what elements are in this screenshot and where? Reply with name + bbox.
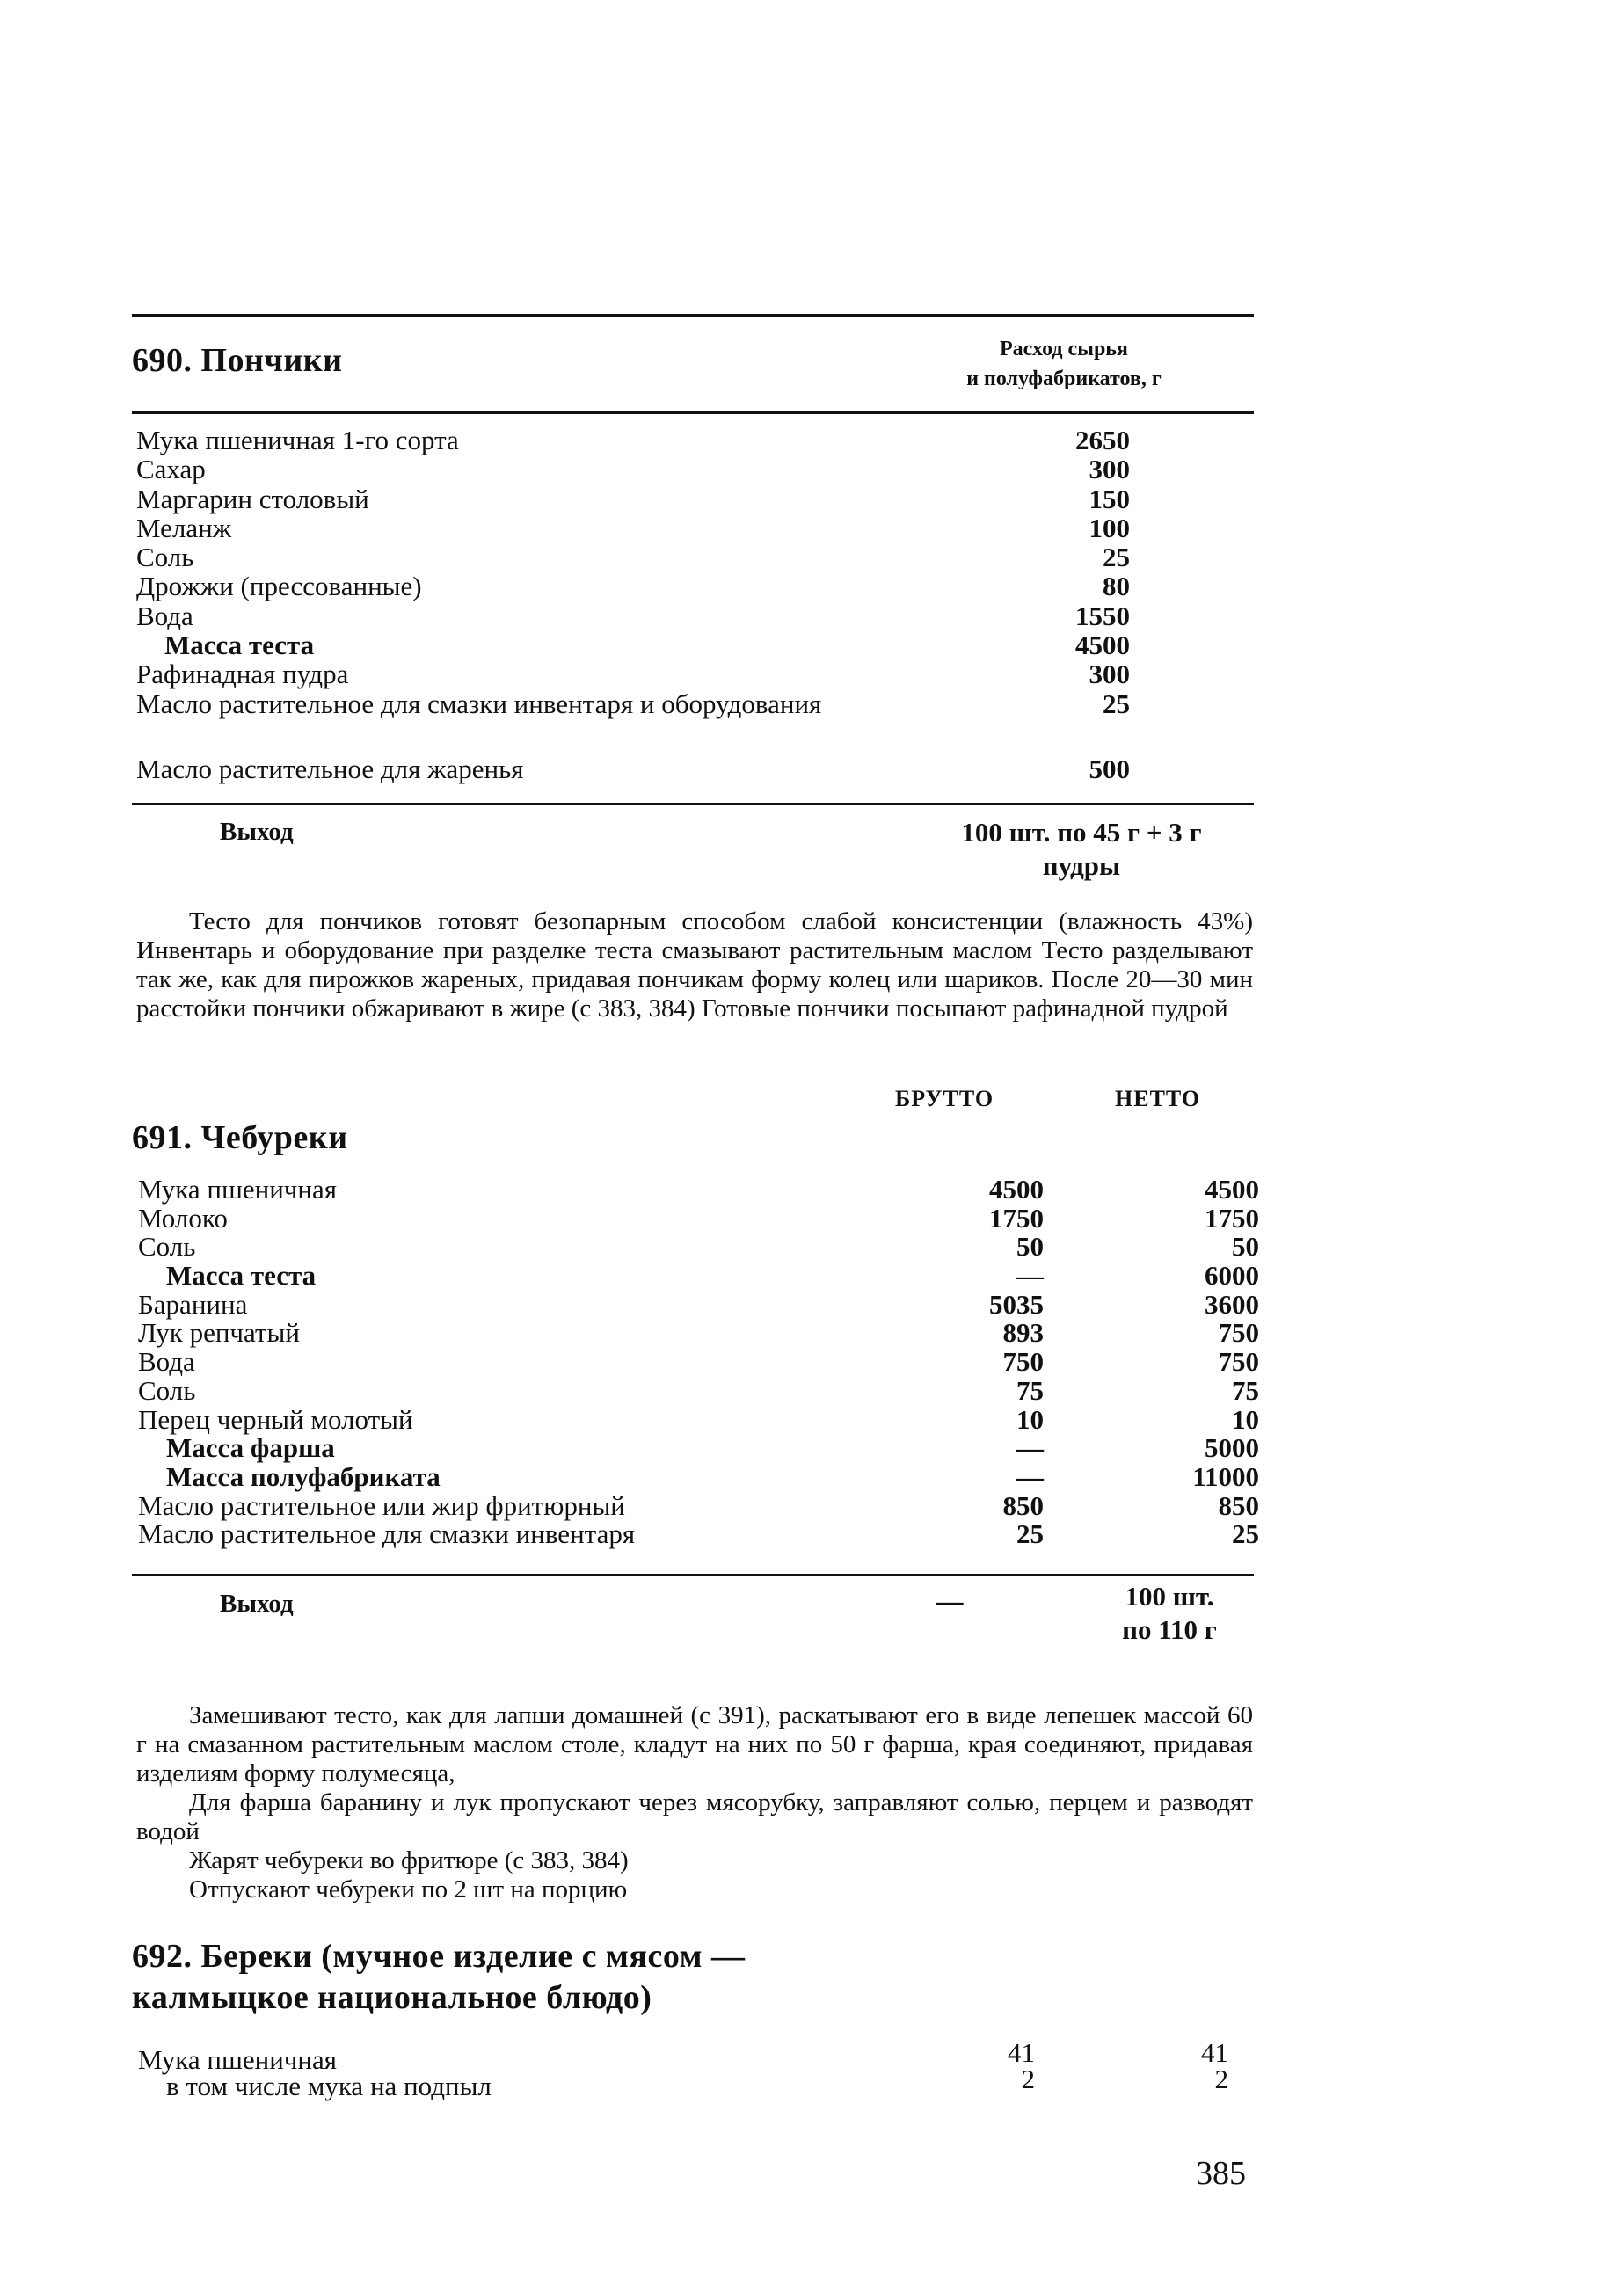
ingredient-name: Меланж xyxy=(136,512,232,543)
yield-rule-691 xyxy=(132,1574,1254,1576)
recipe-692-ingredients xyxy=(138,2037,1246,2101)
ingredient-row xyxy=(138,1518,1259,1550)
ingredient-row xyxy=(136,426,1244,455)
ingredient-row xyxy=(138,1346,1259,1378)
ingredient-brutto: 893 xyxy=(1002,1317,1044,1349)
ingredient-row xyxy=(138,1260,1259,1292)
ingredient-row xyxy=(136,455,1244,484)
ingredient-name: Масса теста xyxy=(166,1260,317,1292)
instruction-paragraph: Жарят чебуреки во фритюре (с 383, 384) xyxy=(189,1846,629,1875)
ingredient-brutto: 25 xyxy=(1016,1518,1044,1550)
ingredient-row xyxy=(138,1374,1259,1406)
ingredient-name: Масса фарша xyxy=(166,1432,335,1464)
ingredient-brutto: — xyxy=(1016,1432,1044,1464)
ingredient-amount: 25 xyxy=(1103,542,1130,573)
ingredient-name: Вода xyxy=(136,600,193,631)
ingredient-netto: 50 xyxy=(1232,1231,1259,1263)
ingredient-name: Масса теста xyxy=(164,630,315,661)
page-number: 385 xyxy=(1196,2155,1246,2192)
ingredient-name: Соль xyxy=(138,1231,196,1263)
ingredient-netto: 10 xyxy=(1232,1403,1259,1435)
recipe-691-yield-label: Выход xyxy=(220,1590,294,1618)
recipe-691-instructions xyxy=(136,1701,1253,1904)
ingredient-name: Мука пшеничная xyxy=(138,2044,337,2075)
ingredient-netto: 25 xyxy=(1232,1518,1259,1550)
ingredient-name: Масло растительное для смазки инвентаря и оборудования xyxy=(136,688,822,719)
instruction-paragraph: Замешивают тесто, как для лапши домашней (с 391), раскатывают его в виде лепешек массой 60 г на смазанном растительным маслом столе, кладут на них по 50 г фарша, края соединяют, придавая изделиям форму полумесяца, xyxy=(136,1701,1253,1787)
ingredient-name: Рафинадная пудра xyxy=(136,659,349,690)
ingredient-name: Сахар xyxy=(136,454,206,485)
ingredient-amount: 80 xyxy=(1103,571,1130,602)
recipe-692-title-line1: 692. Береки (мучное изделие с мясом — xyxy=(132,1938,746,1975)
ingredient-name: Мука пшеничная xyxy=(138,1174,337,1205)
ingredient-row xyxy=(138,1202,1259,1234)
recipe-690-description-text: Тесто для пончиков готовят безопарным способом слабой консистенции (влажность 43%) Инвентарь и оборудование при разделке теста смазывают растительным маслом Тесто разделывают так же, как для пирожков жареных, придавая пончикам форму колец или шариков. После 20—30 мин расстойки пончики обжаривают в жире (с 383, 384) Готовые пончики посыпают рафинадной пудрой xyxy=(136,907,1253,1023)
ingredient-amount: 25 xyxy=(1103,688,1130,719)
recipe-692-title-line2: калмыцкое национальное блюдо) xyxy=(132,1979,652,2016)
ingredient-brutto: 41 xyxy=(1008,2037,1035,2068)
ingredient-amount: 100 xyxy=(1089,512,1130,543)
ingredient-row xyxy=(138,2037,1246,2075)
ingredient-name: Баранина xyxy=(138,1288,248,1320)
ingredient-netto: 750 xyxy=(1218,1346,1259,1378)
ingredient-brutto: 5035 xyxy=(989,1288,1044,1320)
ingredient-netto: 5000 xyxy=(1205,1432,1259,1464)
recipe-691-yield-netto: 100 шт. по 110 г xyxy=(1122,1581,1217,1645)
ingredient-name: Масса полуфабриката xyxy=(166,1460,441,1492)
ingredient-brutto: 2 xyxy=(1021,2064,1035,2094)
recipe-691-yield-brutto: — xyxy=(936,1585,964,1616)
ingredient-name: Соль xyxy=(138,1374,196,1406)
ingredient-amount: 4500 xyxy=(1075,630,1130,661)
ingredient-brutto: 50 xyxy=(1016,1231,1044,1263)
ingredient-name: Вода xyxy=(138,1346,195,1378)
ingredient-row xyxy=(136,754,1244,783)
ingredient-name: в том числе мука на подпыл xyxy=(166,2071,492,2101)
ingredient-row xyxy=(138,1403,1259,1435)
ingredient-brutto: — xyxy=(1016,1460,1044,1492)
ingredient-amount: 1550 xyxy=(1075,600,1130,631)
ingredient-row xyxy=(136,484,1244,513)
ingredient-row xyxy=(138,1432,1259,1464)
ingredient-brutto: — xyxy=(1016,1260,1044,1292)
ingredient-row xyxy=(138,1174,1259,1205)
ingredient-amount: 150 xyxy=(1089,483,1130,514)
ingredient-netto: 4500 xyxy=(1205,1174,1259,1205)
recipe-690-description xyxy=(136,907,1253,1023)
ingredient-row xyxy=(136,542,1244,572)
ingredient-row xyxy=(136,601,1244,630)
ingredient-row xyxy=(136,689,1244,747)
header-rule xyxy=(132,411,1254,414)
ingredient-name: Перец черный молотый xyxy=(138,1403,413,1435)
ingredient-brutto: 850 xyxy=(1002,1489,1044,1521)
ingredient-brutto: 10 xyxy=(1016,1403,1044,1435)
ingredient-name: Маргарин столовый xyxy=(136,483,369,514)
ingredient-row xyxy=(136,513,1244,542)
ingredient-netto: 750 xyxy=(1218,1317,1259,1349)
ingredient-row xyxy=(138,1460,1259,1492)
ingredient-amount: 2650 xyxy=(1075,425,1130,455)
ingredient-netto: 2 xyxy=(1214,2064,1228,2094)
recipe-690-ingredients xyxy=(136,426,1244,783)
ingredient-name: Масло растительное для жаренья xyxy=(136,753,524,784)
ingredient-brutto: 4500 xyxy=(989,1174,1044,1205)
recipe-690-yield-label: Выход xyxy=(220,818,294,846)
ingredient-netto: 1750 xyxy=(1205,1202,1259,1234)
ingredient-name: Молоко xyxy=(138,1202,228,1234)
ingredient-brutto: 750 xyxy=(1002,1346,1044,1378)
ingredient-amount: 300 xyxy=(1089,659,1130,690)
ingredient-name: Дрожжи (прессованные) xyxy=(136,571,422,602)
ingredient-brutto: 1750 xyxy=(989,1202,1044,1234)
ingredient-netto: 75 xyxy=(1232,1374,1259,1406)
ingredient-netto: 6000 xyxy=(1205,1260,1259,1292)
yield-rule xyxy=(132,803,1254,805)
ingredient-netto: 41 xyxy=(1201,2037,1228,2068)
ingredient-row xyxy=(136,659,1244,688)
ingredient-name: Лук репчатый xyxy=(138,1317,300,1349)
ingredient-netto: 850 xyxy=(1218,1489,1259,1521)
ingredient-row xyxy=(138,1489,1259,1521)
recipe-690-yield-value: 100 шт. по 45 г + 3 г пудры xyxy=(961,817,1202,881)
ingredient-name: Мука пшеничная 1-го сорта xyxy=(136,425,459,455)
ingredient-netto: 11000 xyxy=(1192,1460,1259,1492)
instruction-paragraph: Отпускают чебуреки по 2 шт на порцию xyxy=(189,1875,628,1904)
ingredient-brutto: 75 xyxy=(1016,1374,1044,1406)
ingredient-row xyxy=(138,2064,1246,2101)
ingredient-name: Масло растительное для смазки инвентаря xyxy=(138,1518,636,1550)
recipe-690-title: 690. Пончики xyxy=(132,342,343,379)
ingredient-row xyxy=(136,572,1244,601)
ingredient-name: Масло растительное или жир фритюрный xyxy=(138,1489,625,1521)
recipe-691-ingredients xyxy=(138,1174,1259,1550)
ingredient-amount: 500 xyxy=(1089,753,1130,784)
top-rule xyxy=(132,314,1254,317)
recipe-691-title: 691. Чебуреки xyxy=(132,1119,348,1156)
ingredient-netto: 3600 xyxy=(1205,1288,1259,1320)
netto-column-header: НЕТТО xyxy=(1115,1086,1201,1111)
consumption-column-header: Расход сырья и полуфабрикатов, г xyxy=(966,338,1162,390)
brutto-column-header: БРУТТО xyxy=(895,1086,994,1111)
ingredient-row xyxy=(138,1288,1259,1320)
ingredient-row xyxy=(138,1231,1259,1263)
instruction-paragraph: Для фарша баранину и лук пропускают через мясорубку, заправляют солью, перцем и разводят водой xyxy=(136,1788,1253,1846)
ingredient-row xyxy=(136,630,1244,659)
ingredient-row xyxy=(138,1317,1259,1349)
ingredient-name: Соль xyxy=(136,542,194,573)
ingredient-amount: 300 xyxy=(1089,454,1130,485)
